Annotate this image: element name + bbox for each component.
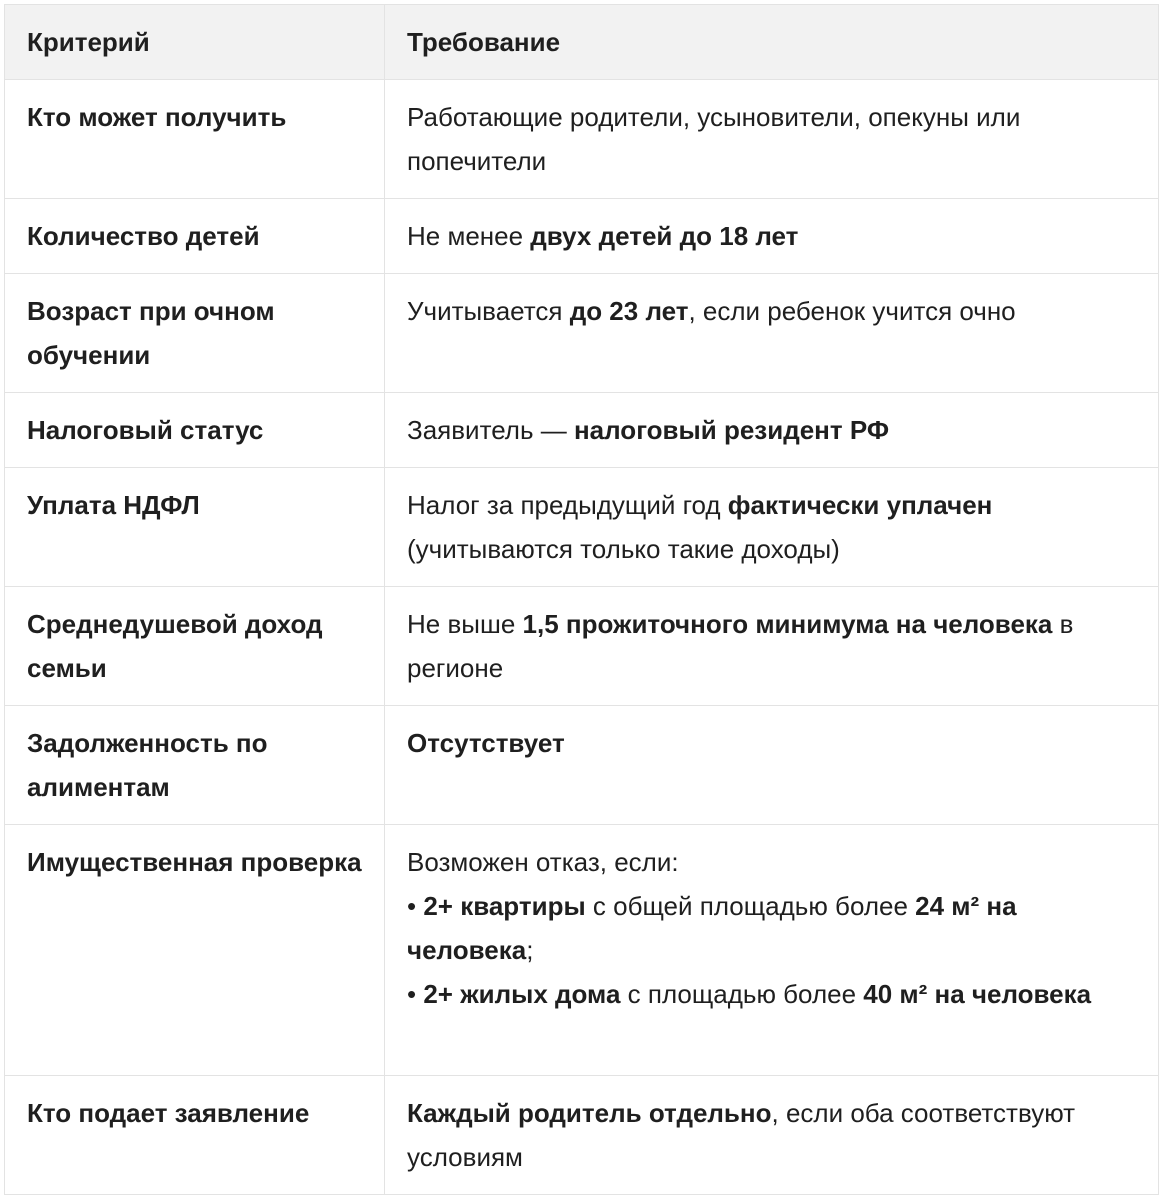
requirement-list-item xyxy=(407,884,1136,972)
table-row xyxy=(5,199,1159,274)
criterion-cell: Задолженность по алиментам xyxy=(5,706,385,825)
table-row xyxy=(5,468,1159,587)
header-requirement: Требование xyxy=(385,5,1159,80)
criterion-cell: Имущественная проверка xyxy=(5,825,385,1076)
requirement-text: в регионе xyxy=(407,609,1074,683)
requirement-text: Работающие родители, усыновители, опекуны или попечители xyxy=(407,102,1021,176)
table-row xyxy=(5,706,1159,825)
requirement-text: (учитываются только такие доходы) xyxy=(407,534,840,564)
requirement-emphasis: налоговый резидент РФ xyxy=(573,415,890,445)
requirement-emphasis: 1,5 прожиточного минимума на человека xyxy=(522,609,1053,639)
criteria-table xyxy=(4,4,1159,1195)
requirement-cell xyxy=(385,825,1159,1076)
bullet-glyph: • xyxy=(407,891,424,921)
requirement-emphasis: двух детей до 18 лет xyxy=(530,221,799,251)
requirement-cell xyxy=(385,706,1159,825)
requirement-emphasis: Каждый родитель отдельно xyxy=(407,1098,772,1128)
requirement-emphasis: Отсутствует xyxy=(407,728,565,758)
requirement-emphasis: фактически уплачен xyxy=(727,490,993,520)
requirement-text: Не менее xyxy=(407,221,531,251)
table-row xyxy=(5,274,1159,393)
header-criterion: Критерий xyxy=(5,5,385,80)
requirement-text: Учитывается xyxy=(407,296,570,326)
requirement-text: Не выше xyxy=(407,609,523,639)
requirement-list-item xyxy=(407,972,1136,1016)
criterion-cell: Уплата НДФЛ xyxy=(5,468,385,587)
requirement-cell xyxy=(385,274,1159,393)
requirement-text: , если ребенок учится очно xyxy=(688,296,1016,326)
requirement-cell xyxy=(385,1076,1159,1195)
bullet-glyph: • xyxy=(407,979,424,1009)
requirement-text: Налог за предыдущий год xyxy=(407,490,728,520)
table-row xyxy=(5,80,1159,199)
table-row xyxy=(5,393,1159,468)
table-header xyxy=(5,5,1159,80)
requirement-text: с площадью более xyxy=(620,979,864,1009)
criterion-cell: Возраст при очном обучении xyxy=(5,274,385,393)
requirement-emphasis: 40 м² на человека xyxy=(863,979,1092,1009)
requirement-text: ; xyxy=(526,935,534,965)
criterion-cell: Кто подает заявление xyxy=(5,1076,385,1195)
requirement-cell xyxy=(385,587,1159,706)
table-row xyxy=(5,1076,1159,1195)
requirement-cell xyxy=(385,393,1159,468)
requirement-cell xyxy=(385,80,1159,199)
table-row xyxy=(5,825,1159,1076)
criterion-cell: Кто может получить xyxy=(5,80,385,199)
requirement-cell xyxy=(385,199,1159,274)
requirement-emphasis: 2+ квартиры xyxy=(423,891,586,921)
requirement-emphasis: 24 м² на человека xyxy=(407,891,1017,965)
table-body xyxy=(5,80,1159,1195)
requirement-text: , если оба соответствуют условиям xyxy=(407,1098,1076,1172)
table-row xyxy=(5,587,1159,706)
requirement-text: Заявитель — xyxy=(407,415,574,445)
header-row xyxy=(5,5,1159,80)
criterion-cell: Среднедушевой доход семьи xyxy=(5,587,385,706)
requirement-intro: Возможен отказ, если: xyxy=(407,847,679,877)
requirement-emphasis: 2+ жилых дома xyxy=(423,979,621,1009)
requirement-text: с общей площадью более xyxy=(585,891,916,921)
criterion-cell: Количество детей xyxy=(5,199,385,274)
requirement-emphasis: до 23 лет xyxy=(569,296,689,326)
requirement-cell xyxy=(385,468,1159,587)
criterion-cell: Налоговый статус xyxy=(5,393,385,468)
